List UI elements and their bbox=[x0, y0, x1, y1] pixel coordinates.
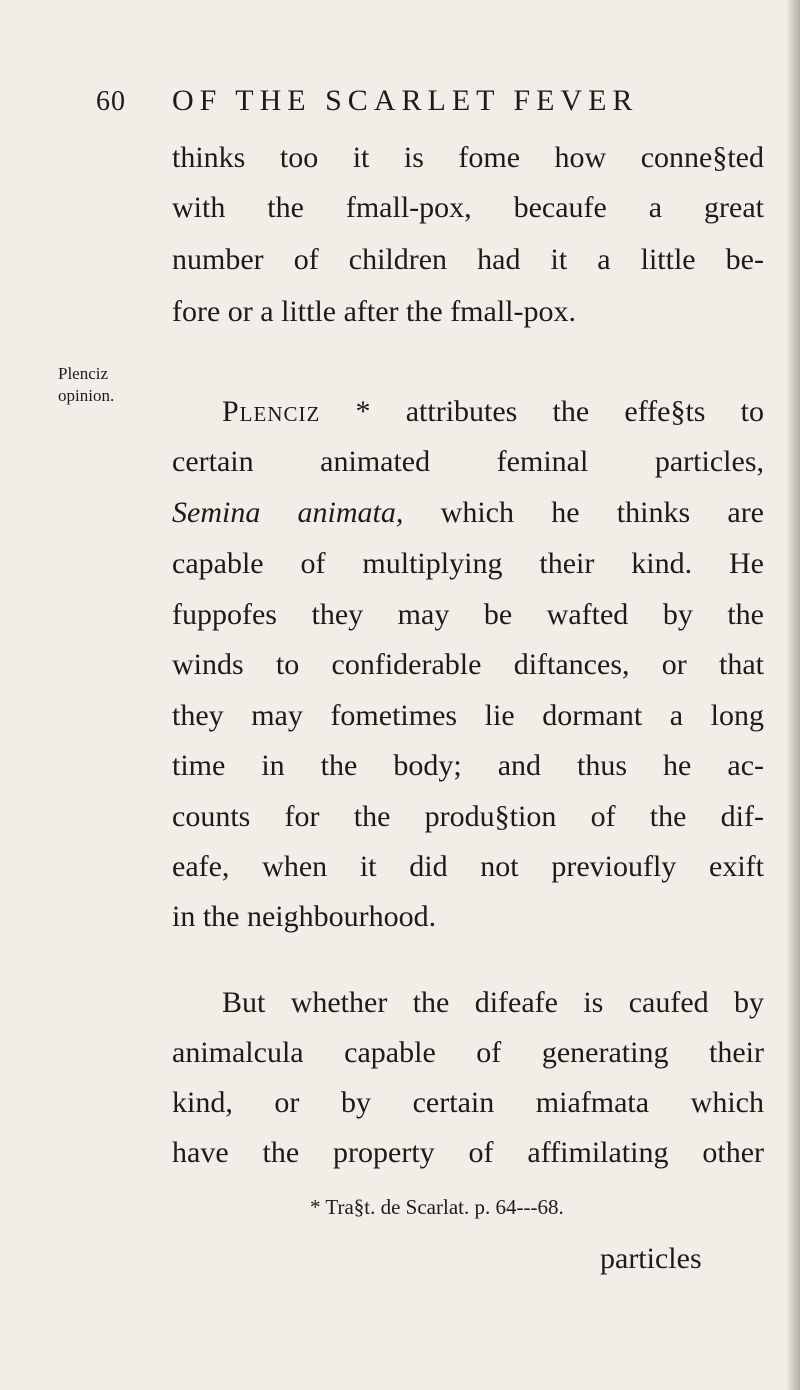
margin-note-line: Plenciz bbox=[58, 364, 109, 383]
body-text-line: thinks too it is fome how conne§ted bbox=[172, 141, 764, 174]
body-text-line: in the neighbourhood. bbox=[172, 900, 437, 933]
body-text-line: they may fometimes lie dormant a long bbox=[172, 699, 764, 732]
body-text-line: counts for the produ§tion of the dif- bbox=[172, 800, 764, 833]
body-text-fragment: which he thinks are bbox=[440, 496, 764, 529]
footnote: * Tra§t. de Scarlat. p. 64---68. bbox=[310, 1195, 564, 1219]
italic-term: Semina animata, bbox=[172, 496, 404, 529]
catchword: particles bbox=[600, 1242, 702, 1275]
body-text-line: certain animated feminal particles, bbox=[172, 445, 764, 478]
body-text-line: winds to confiderable diftances, or that bbox=[172, 648, 764, 681]
page-edge-shadow bbox=[786, 0, 800, 1390]
body-text-line: kind, or by certain miafmata which bbox=[172, 1086, 764, 1119]
body-text-line: number of children had it a little be- bbox=[172, 243, 764, 276]
body-text-line: But whether the difeafe is caufed by bbox=[222, 986, 764, 1019]
running-title: OF THE SCARLET FEVER bbox=[172, 84, 639, 117]
page-number: 60 bbox=[96, 86, 126, 117]
margin-note bbox=[58, 363, 158, 407]
body-text-fragment: * attributes the effe§ts to bbox=[320, 395, 764, 428]
author-name: Plenciz bbox=[222, 395, 321, 428]
body-text-line bbox=[172, 493, 764, 533]
body-text-line: fuppofes they may be wafted by the bbox=[172, 598, 764, 631]
body-text-line bbox=[222, 392, 764, 432]
body-text-line: with the fmall-pox, becaufe a great bbox=[172, 191, 764, 224]
body-text-line: capable of multiplying their kind. He bbox=[172, 547, 764, 580]
body-text-line: animalcula capable of generating their bbox=[172, 1036, 764, 1069]
body-text-line: fore or a little after the fmall-pox. bbox=[172, 295, 576, 328]
body-text-line: have the property of affimilating other bbox=[172, 1136, 764, 1169]
body-text-line: time in the body; and thus he ac- bbox=[172, 749, 764, 782]
body-text-line: eafe, when it did not previoufly exift bbox=[172, 850, 764, 883]
margin-note-line: opinion. bbox=[58, 386, 115, 405]
